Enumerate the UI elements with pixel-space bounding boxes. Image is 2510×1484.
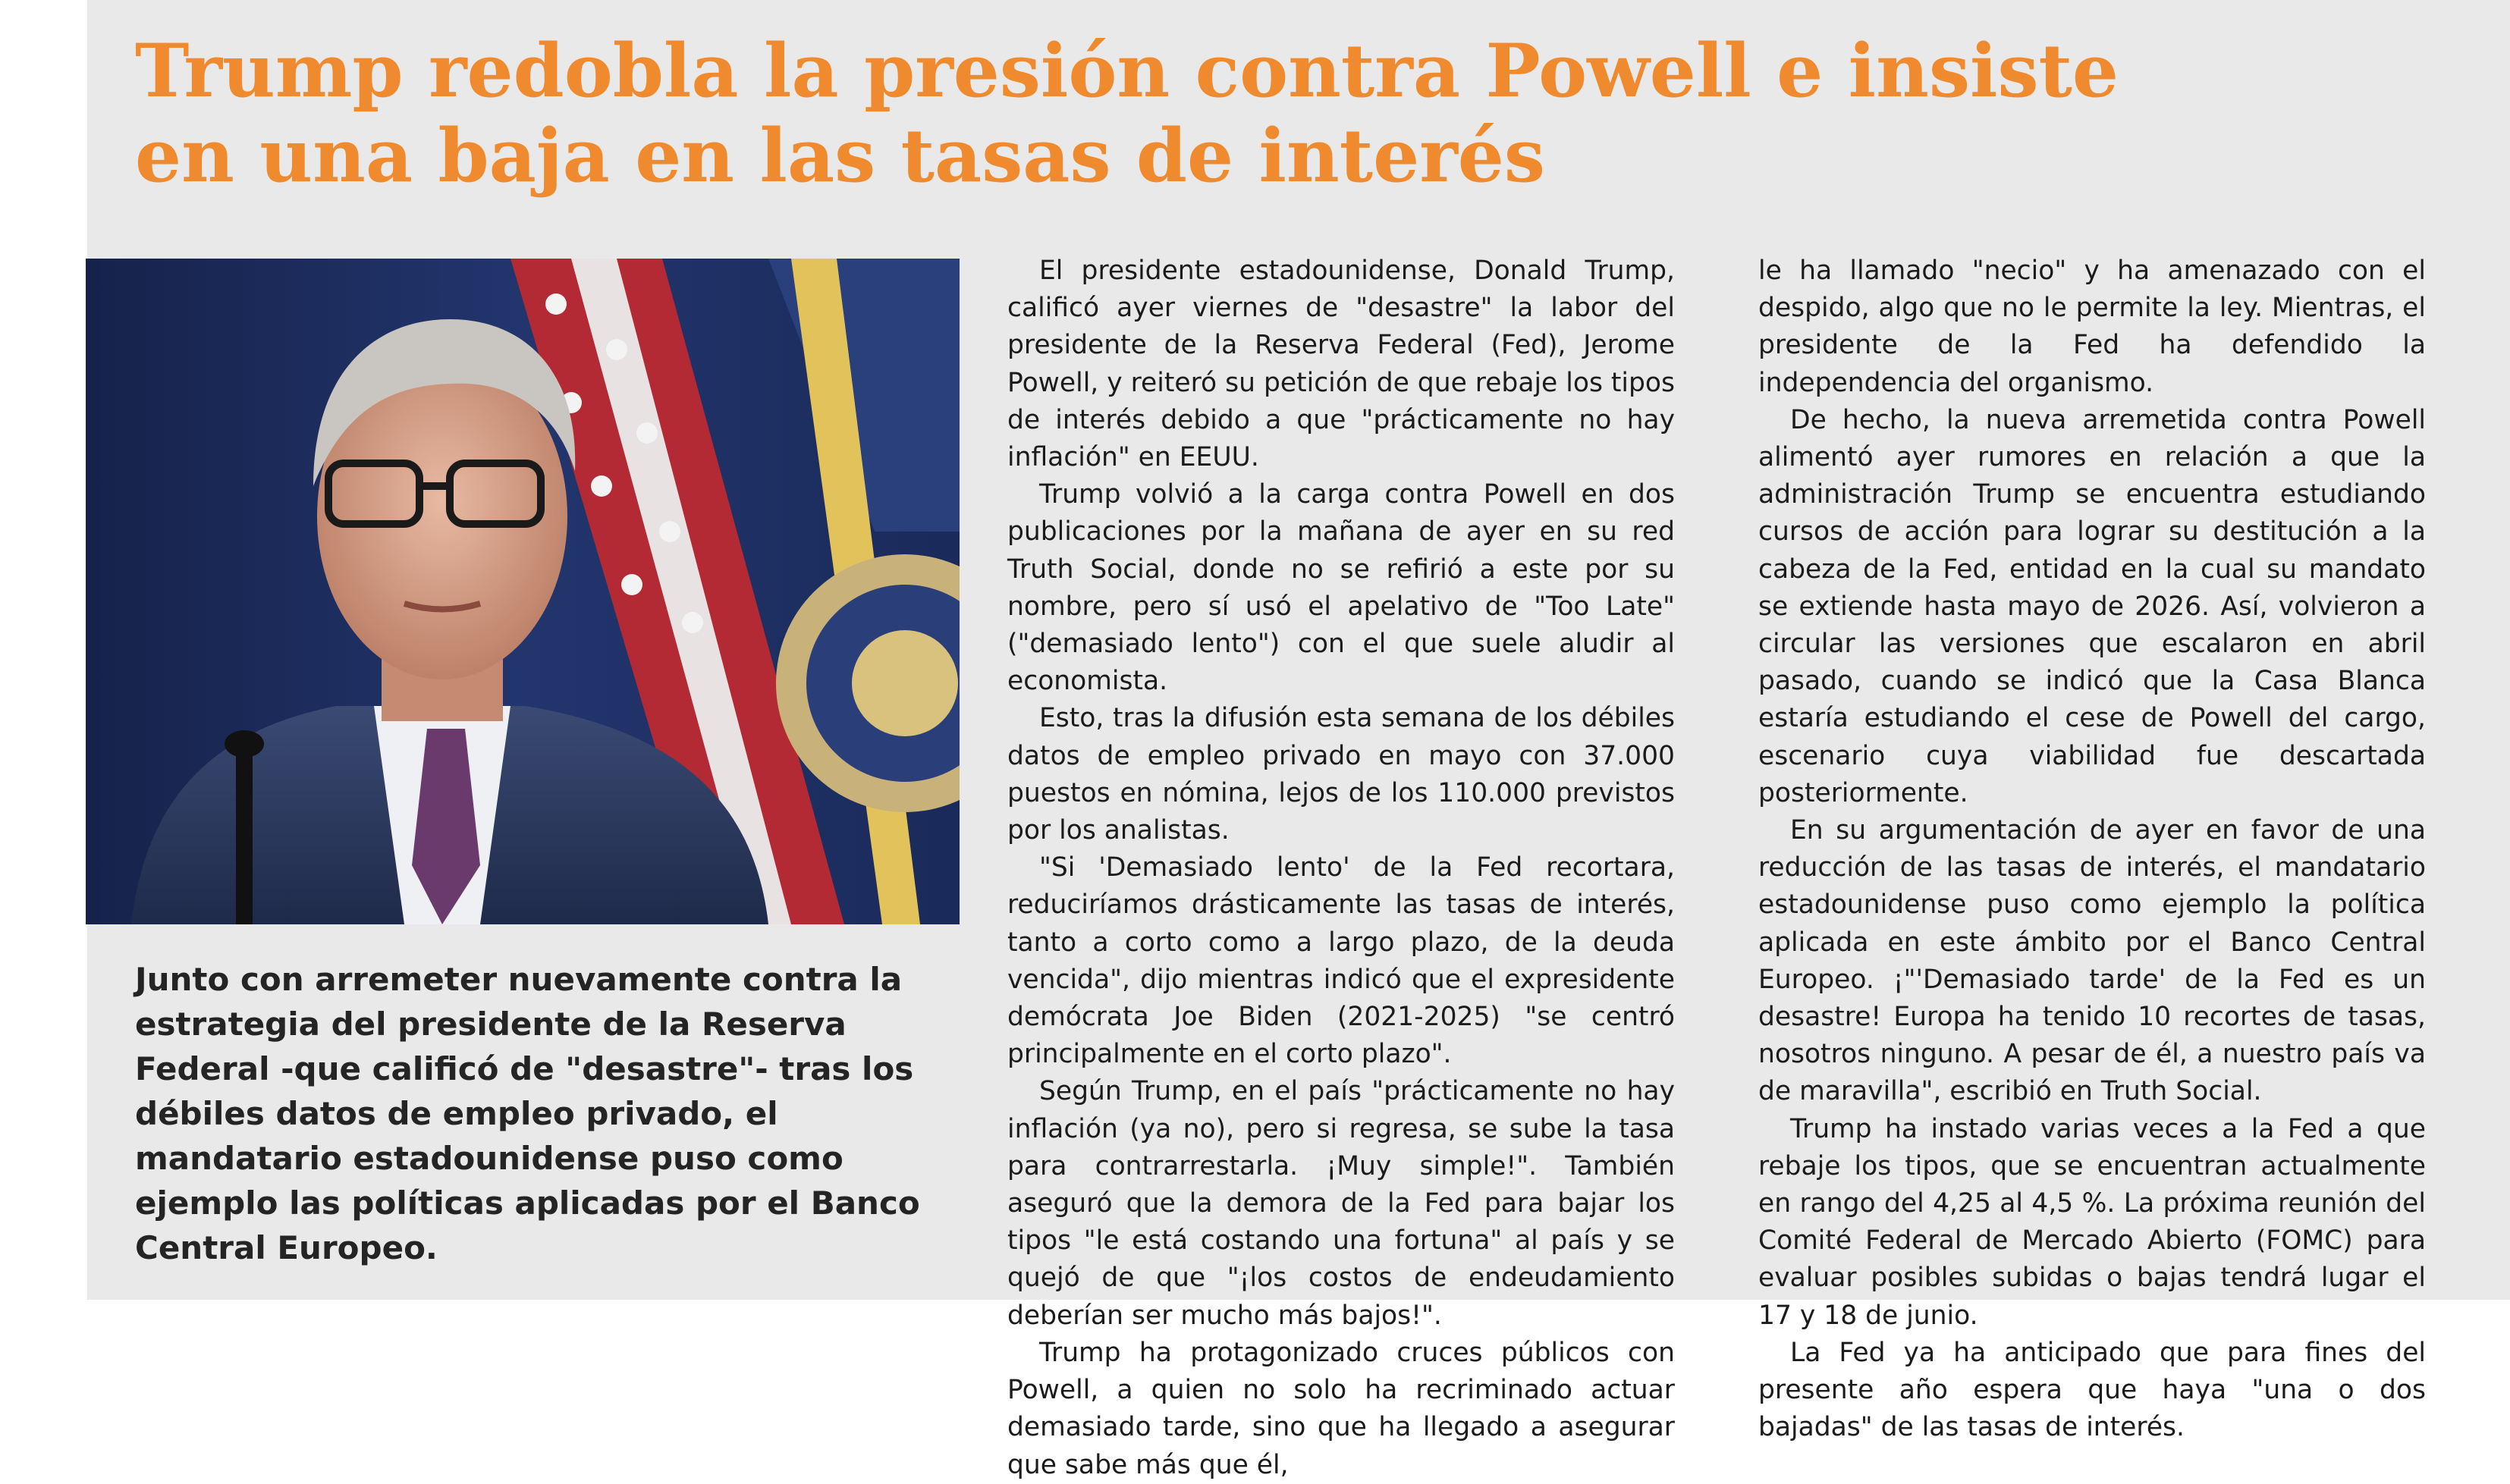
- paragraph: La Fed ya ha anticipado que para fines del presente año espera que haya "una o dos bajadas" de las tasas de interés.: [1758, 1337, 2426, 1443]
- headline-line-2: en una baja en las tasas de interés: [135, 113, 1545, 199]
- paragraph: Trump ha instado varias veces a la Fed a que rebaje los tipos, que se encuentran actualmente en rango del 4,25 al 4,5 %. La próxima reunión del Comité Federal de Mercado Abierto (FOMC) para evaluar posibles subidas o bajas tendrá lugar el 17 y 18 de junio.: [1758, 1113, 2426, 1331]
- body-column-2: [1758, 253, 2426, 1447]
- body-column-1: [1007, 253, 1675, 1484]
- headline: [135, 29, 2373, 199]
- paragraph: Trump ha protagonizado cruces públicos con Powell, a quien no solo ha recriminado actuar demasiado tarde, sino que ha llegado a asegurar que sabe más que él,: [1007, 1337, 1675, 1480]
- paragraph: De hecho, la nueva arremetida contra Powell alimentó ayer rumores en relación a que la administración Trump se encuentra estudiando cursos de acción para lograr su destitución a la cabeza de la Fed, entidad en la cual su mandato se extiende hasta mayo de 2026. Así, volvieron a circular las versiones que escalaron en abril pasado, cuando se indicó que la Casa Blanca estaría estudiando el cese de Powell del cargo, escenario cuya viabilidad fue descartada posteriormente.: [1758, 404, 2426, 808]
- paragraph: En su argumentación de ayer en favor de una reducción de las tasas de interés, el mandatario estadounidense puso como ejemplo la política aplicada en este ámbito por el Banco Central Europeo. ¡"'Demasiado tarde' de la Fed es un desastre! Europa ha tenido 10 recortes de tasas, nosotros ninguno. A pesar de él, a nuestro país va de maravilla", escribió en Truth Social.: [1758, 815, 2426, 1107]
- paragraph: El presidente estadounidense, Donald Trump, calificó ayer viernes de "desastre" la labor del presidente de la Reserva Federal (Fed), Jerome Powell, y reiteró su petición de que rebaje los tipos de interés debido a que "prácticamente no hay inflación" en EEUU.: [1007, 256, 1675, 473]
- portrait-photo: [86, 259, 960, 924]
- article-photo: [86, 259, 960, 924]
- headline-line-1: Trump redobla la presión contra Powell e insiste: [135, 28, 2119, 114]
- lede-caption: Junto con arremeter nuevamente contra la estrategia del presidente de la Reserva Federal -que calificó de "desastre"- tras los débiles datos de empleo privado, el mandatario estadounidense puso como ejemplo las políticas aplicadas por el Banco Central Europeo.: [135, 961, 920, 1266]
- paragraph-continuation: le ha llamado "necio" y ha amenazado con el despido, algo que no le permite la ley. Mientras, el presidente de la Fed ha defendido la independencia del organismo.: [1758, 256, 2426, 398]
- paragraph: "Si 'Demasiado lento' de la Fed recortara, reduciríamos drásticamente las tasas de interés, tanto a corto como a largo plazo, de la deuda vencida", dijo mientras indicó que el expresidente demócrata Joe Biden (2021-2025) "se centró principalmente en el corto plazo".: [1007, 852, 1675, 1070]
- paragraph: Trump volvió a la carga contra Powell en dos publicaciones por la mañana de ayer en su red Truth Social, donde no se refirió a este por su nombre, pero sí usó el apelativo de "Too Late" ("demasiado lento") con el que suele aludir al economista.: [1007, 479, 1675, 697]
- paragraph: Según Trump, en el país "prácticamente no hay inflación (ya no), pero si regresa, se sube la tasa para contrarrestarla. ¡Muy simple!". También aseguró que la demora de la Fed para bajar los tipos "le está costando una fortuna" al país y se quejó de que "¡los costos de endeudamiento deberían ser mucho más bajos!".: [1007, 1076, 1675, 1331]
- paragraph: Esto, tras la difusión esta semana de los débiles datos de empleo privado en mayo con 37.000 puestos en nómina, lejos de los 110.000 previstos por los analistas.: [1007, 703, 1675, 846]
